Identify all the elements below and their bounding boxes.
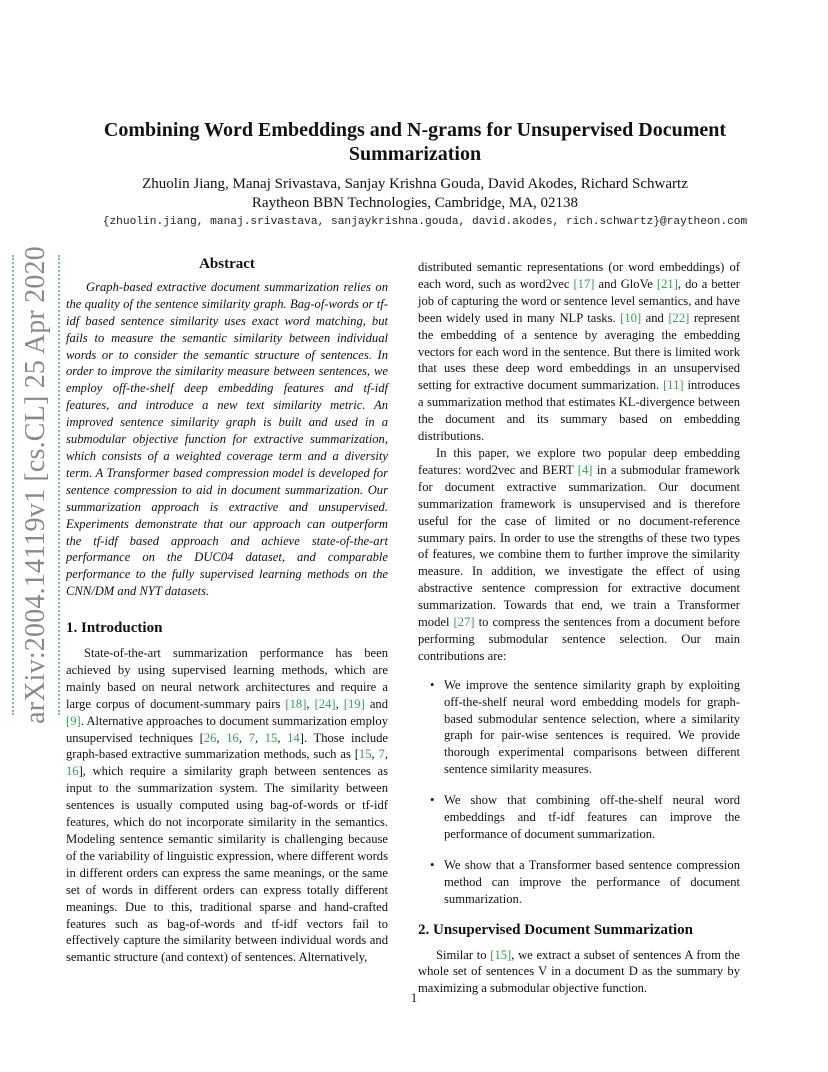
citation-link[interactable]: 7	[378, 747, 385, 762]
abstract-heading: Abstract	[199, 256, 255, 272]
body-paragraph: In this paper, we explore two popular deep embedding features: word2vec and BERT [4] in a submodular framework for document extractive summarization. Our document summarization framework is unsupervised and is therefore useful for the case of limited or no document-reference summary pairs. In order to use the strengths of these two types of features, we combine them to further improve the similarity measure. In addition, we investigate the effect of using abstractive sentence compression for extractive document summarization. Towards that end, we train a Transformer model [27] to compress the sentences from a document before performing submodular sentence selection. Our main contributions are:	[418, 445, 740, 663]
list-item: • We show that a Transformer based sentence compression method can improve the performance of document summarization.	[430, 857, 740, 906]
body-paragraph: Similar to [15], we extract a subset of sentences A from the whole set of sentences V in a document D as the summary by maximizing a submodular objective function.	[418, 947, 740, 996]
left-column	[66, 256, 388, 966]
citation-link[interactable]: [15]	[490, 947, 512, 962]
citation-link[interactable]: [24]	[314, 696, 336, 711]
bullet-icon: •	[430, 677, 435, 692]
paper-title: Combining Word Embeddings and N-grams for Unsupervised Document Summarization	[103, 119, 727, 165]
author-block	[90, 175, 740, 213]
citation-link[interactable]: 16	[226, 730, 239, 745]
citation-link[interactable]: [21]	[656, 276, 678, 291]
intro-paragraph: State-of-the-art summarization performance has been achieved by using supervised learning methods, which are mainly based on neural network architectures and require a large corpus of document-summary pairs [18], [24], [19] and [9]. Alternative approaches to document summarization employ unsupervised techniques [26, 16, 7, 15, 14]. Those include graph-based extractive summarization methods, such as [15, 7, 16], which require a similarity graph between sentences as input to the summarization system. The similarity between sentences is usually computed using bag-of-words or tf-idf features, which do not incorporate similarity in the semantics. Modeling sentence semantic similarity is challenging because of the variability of linguistic expression, where different words in different orders can express the same meanings, or the same set of words in different orders can express totally different meanings. Due to this, traditional sparse and hand-crafted features such as bag-of-words and tf-idf vectors fail to effectively capture the similarity between individual words and semantic structure (and context) of sentences. Alternatively,	[66, 646, 389, 965]
citation-link[interactable]: [18]	[285, 696, 307, 711]
affiliation: Raytheon BBN Technologies, Cambridge, MA, 02138	[251, 195, 579, 211]
bullet-icon: •	[430, 857, 435, 872]
arxiv-identifier[interactable]: arXiv:2004.14119v1 [cs.CL] 25 Apr 2020	[20, 246, 51, 724]
contributions-list	[418, 677, 740, 908]
citation-link[interactable]: [27]	[453, 615, 475, 630]
arxiv-stamp	[12, 246, 60, 724]
citation-link[interactable]: [10]	[620, 310, 642, 325]
author-emails: {zhuolin.jiang, manaj.srivastava, sanjaykrishna.gouda, david.akodes, rich.schwartz}@raytheon.com	[102, 216, 748, 228]
citation-link[interactable]: [22]	[668, 310, 690, 325]
abstract-text: Graph-based extractive document summarization relies on the quality of the sentence similarity graph. Bag-of-words or tf-idf based sentence similarity uses exact word matching, but fails to measure the semantic similarity between individual words or to consider the semantic structure of sentences. In order to improve the similarity measure between sentences, we employ off-the-shelf deep embedding features and tf-idf features, and introduce a new text similarity metric. An improved sentence similarity graph is built and used in a submodular objective function for extractive summarization, which consists of a weighted coverage term and a diversity term. A Transformer based compression model is developed for sentence compression to aid in document summarization. Our summarization approach is extractive and unsupervised. Experiments demonstrate that our approach can outperform the tf-idf based approach and achieve state-of-the-art performance on the DUC04 dataset, and comparable performance to the fully supervised learning methods on the CNN/DM and NYT datasets.	[66, 279, 388, 599]
section-heading-introduction: 1. Introduction	[66, 620, 163, 637]
bullet-icon: •	[430, 793, 435, 808]
citation-link[interactable]: 15	[264, 730, 278, 745]
citation-link[interactable]: 16	[66, 764, 79, 779]
list-item: • We improve the sentence similarity graph by exploiting off-the-shelf neural word embedding models for graph-based submodular sentence selection, where a similarity graph for pair-wise sentences is required. We provide thorough experimental comparisons between different sentence similarity measures.	[430, 677, 740, 777]
citation-link[interactable]: 14	[287, 730, 300, 745]
citation-link[interactable]: 26	[203, 730, 217, 745]
citation-link[interactable]: 15	[358, 747, 372, 762]
list-item: • We show that combining off-the-shelf neural word embeddings and tf-idf features can improve the performance of document summarization.	[430, 793, 740, 841]
page-number: 1	[410, 990, 418, 1005]
citation-link[interactable]: [19]	[343, 696, 365, 711]
citation-link[interactable]: [17]	[573, 276, 595, 291]
citation-link[interactable]: [9]	[66, 713, 81, 728]
citation-link[interactable]: 7	[248, 730, 255, 745]
citation-link[interactable]: [4]	[577, 462, 593, 477]
body-paragraph: distributed semantic representations (or word embeddings) of each word, such as word2vec [17] and GloVe [21], do a better job of capturing the word or sentence level semantics, and have been widely used in many NLP tasks. [10] and [22] represent the embedding of a sentence by averaging the embedding vectors for each word in the sentence. But there is limited work that uses these deep word embeddings in an unsupervised setting for extractive document summarization. [11] introduces a summarization method that estimates KL-divergence between the document and its summary based on embedding distributions.	[418, 260, 741, 444]
citation-link[interactable]: [11]	[663, 378, 684, 393]
author-list: Zhuolin Jiang, Manaj Srivastava, Sanjay Krishna Gouda, David Akodes, Richard Schwartz	[142, 176, 688, 192]
right-column	[418, 259, 740, 997]
section-heading-unsupervised-summarization: 2. Unsupervised Document Summarization	[418, 921, 694, 938]
